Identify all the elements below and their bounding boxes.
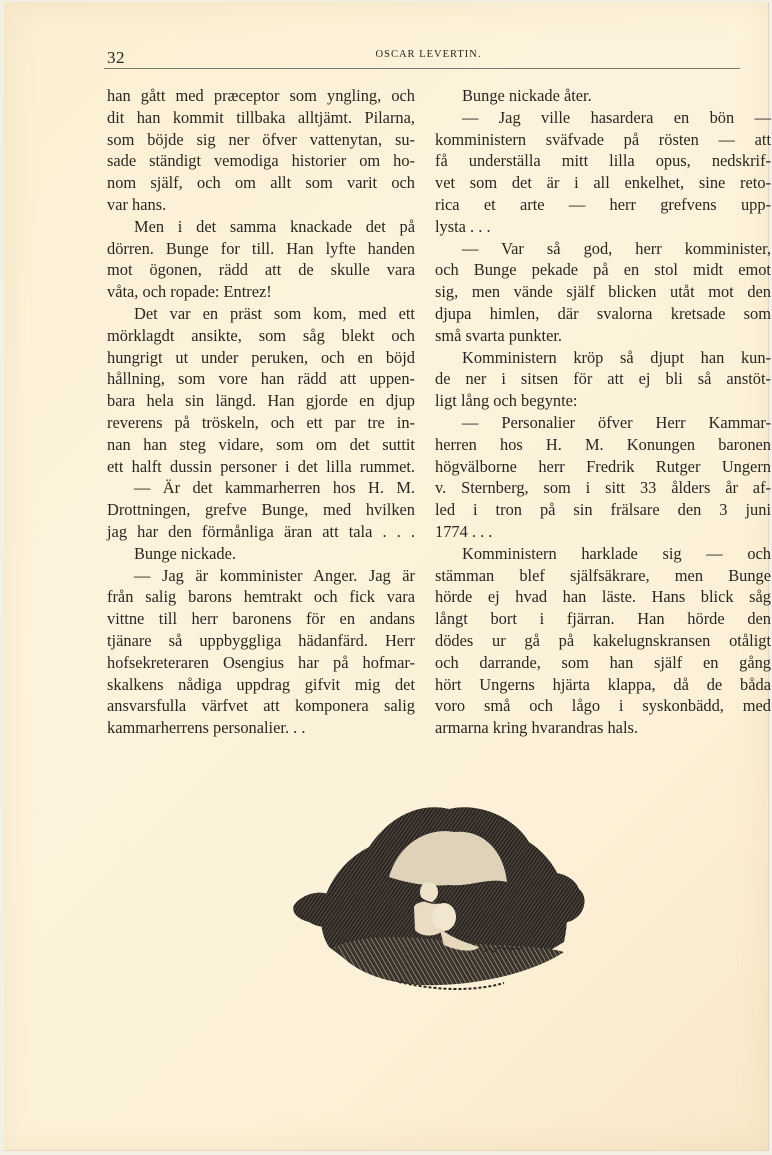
text-line: 1774 . . .	[435, 521, 493, 541]
text-line: våta, och ropade: Entrez!	[107, 282, 272, 302]
text-line: — Är det kammarherren hos H. M.	[134, 478, 415, 498]
text-column-left	[107, 85, 415, 739]
text-line: vittne till herr baronens för en andans	[107, 609, 415, 629]
text-line: dörren. Bunge for till. Han lyfte handen	[107, 238, 415, 258]
text-line: voro små och lågo i syskonbädd, med	[435, 696, 771, 716]
text-line: Bunge nickade.	[134, 543, 236, 563]
text-line: från salig barons hemtrakt och fick vara	[107, 587, 415, 607]
text-line: och Bunge pekade på en stol midt emot	[435, 260, 771, 280]
text-line: hållning, som vore han rädd att uppen-	[107, 369, 415, 389]
page-header	[107, 46, 740, 70]
text-line: lysta . . .	[435, 216, 491, 236]
book-page	[4, 2, 769, 1151]
text-line: nom själf, och om allt som varit och	[107, 173, 415, 193]
text-line: han gått med præceptor som yngling, och	[107, 86, 415, 105]
text-line: dit han kommit tillbaka alltjämt. Pilarna,	[107, 107, 415, 127]
text-line: kammarherrens personalier. . .	[107, 718, 306, 738]
text-line: Drottningen, grefve Bunge, med hvilken	[107, 500, 415, 520]
text-line: som böjde sig ner öfver vattenytan, su-	[107, 129, 415, 149]
text-line: ansvarsfulla värfvet att komponera salig	[107, 696, 415, 716]
text-line: få underställa mitt lilla opus, nedskrif-	[435, 151, 771, 171]
text-column-right	[435, 85, 771, 739]
text-line: led i tron på sin frälsare den 3 juni	[435, 500, 771, 520]
text-line: vet som det är i all enkelhet, sine reto-	[435, 173, 771, 193]
text-line: Men i det samma knackade det på	[134, 216, 415, 236]
text-line: reverens på tröskeln, och ett par tre in-	[107, 412, 415, 432]
text-line: bara hela sin längd. Han gjorde en djup	[107, 391, 415, 411]
text-line: rica et arte — herr grefvens upp-	[435, 194, 771, 214]
text-line: armarna kring hvarandras hals.	[435, 718, 638, 738]
text-line: — Jag ville hasardera en bön —	[462, 107, 771, 127]
text-line: hofsekreteraren Osengius har på hofmar-	[107, 652, 415, 672]
text-line: Bunge nickade åter.	[462, 86, 592, 105]
text-line: tjänare så uppbyggliga hädanfärd. Herr	[107, 630, 415, 650]
text-line: hörde ej hvad han läste. Hans blick såg	[435, 587, 771, 607]
text-line: djupa himlen, där svalorna kretsade som	[435, 303, 771, 323]
text-line: — Jag är komminister Anger. Jag är	[134, 565, 415, 585]
text-line: ett halft dussin personer i det lilla rummet.	[107, 456, 415, 476]
text-line: sade ständigt vemodiga historier om ho-	[107, 151, 415, 171]
text-line: sig, men vände själf blicken utåt mot den	[435, 282, 771, 302]
text-line: de ner i sitsen för att ej bli så anstöt-	[435, 369, 771, 389]
page-number: 32	[107, 48, 125, 67]
text-line: ligt lång och begynte:	[435, 391, 578, 411]
text-line: dödes ur gå på kakelugnskransen otåligt	[435, 630, 771, 650]
text-line: hört Ungerns hjärta klappa, då de båda	[435, 674, 771, 694]
text-line: — Var så god, herr komminister,	[462, 238, 771, 258]
text-line: — Personalier öfver Herr Kammar-	[462, 412, 771, 432]
text-line: mörklagdt ansikte, som såg blekt och	[107, 325, 415, 345]
running-head: OSCAR LEVERTIN.	[375, 49, 482, 60]
text-line: nan han steg vidare, som om det suttit	[107, 434, 415, 454]
text-line: var hans.	[107, 194, 167, 214]
text-line: och darrande, som han själf en gång	[435, 652, 771, 672]
vignette-illustration	[289, 797, 599, 997]
text-line: mot ögonen, rädd att de skulle vara	[107, 260, 415, 280]
header-rule	[104, 68, 740, 69]
text-line: hungrigt ut under peruken, och en böjd	[107, 347, 415, 367]
text-line: jag har den förmånliga äran att tala . . .	[107, 521, 415, 541]
text-line: stämman blef själfsäkrare, men Bunge	[435, 565, 771, 585]
text-line: herren hos H. M. Konungen baronen	[435, 434, 771, 454]
text-line: långt bort i fjärran. Han hörde den	[435, 609, 771, 629]
text-line: Det var en präst som kom, med ett	[134, 303, 415, 323]
text-line: Komministern kröp så djupt han kun-	[462, 347, 771, 367]
cherubs-foliage-engraving-icon	[289, 797, 599, 997]
text-line: högvälborne herr Fredrik Rutger Ungern	[435, 456, 771, 476]
text-line: skalkens nådiga uppdrag gifvit mig det	[107, 674, 415, 694]
text-line: komministern sväfvade på rösten — att	[435, 129, 771, 149]
text-line: Komministern harklade sig — och	[462, 543, 771, 563]
text-line: små svarta punkter.	[435, 325, 562, 345]
text-line: v. Sternberg, som i sitt 33 ålders år af-	[435, 478, 771, 498]
